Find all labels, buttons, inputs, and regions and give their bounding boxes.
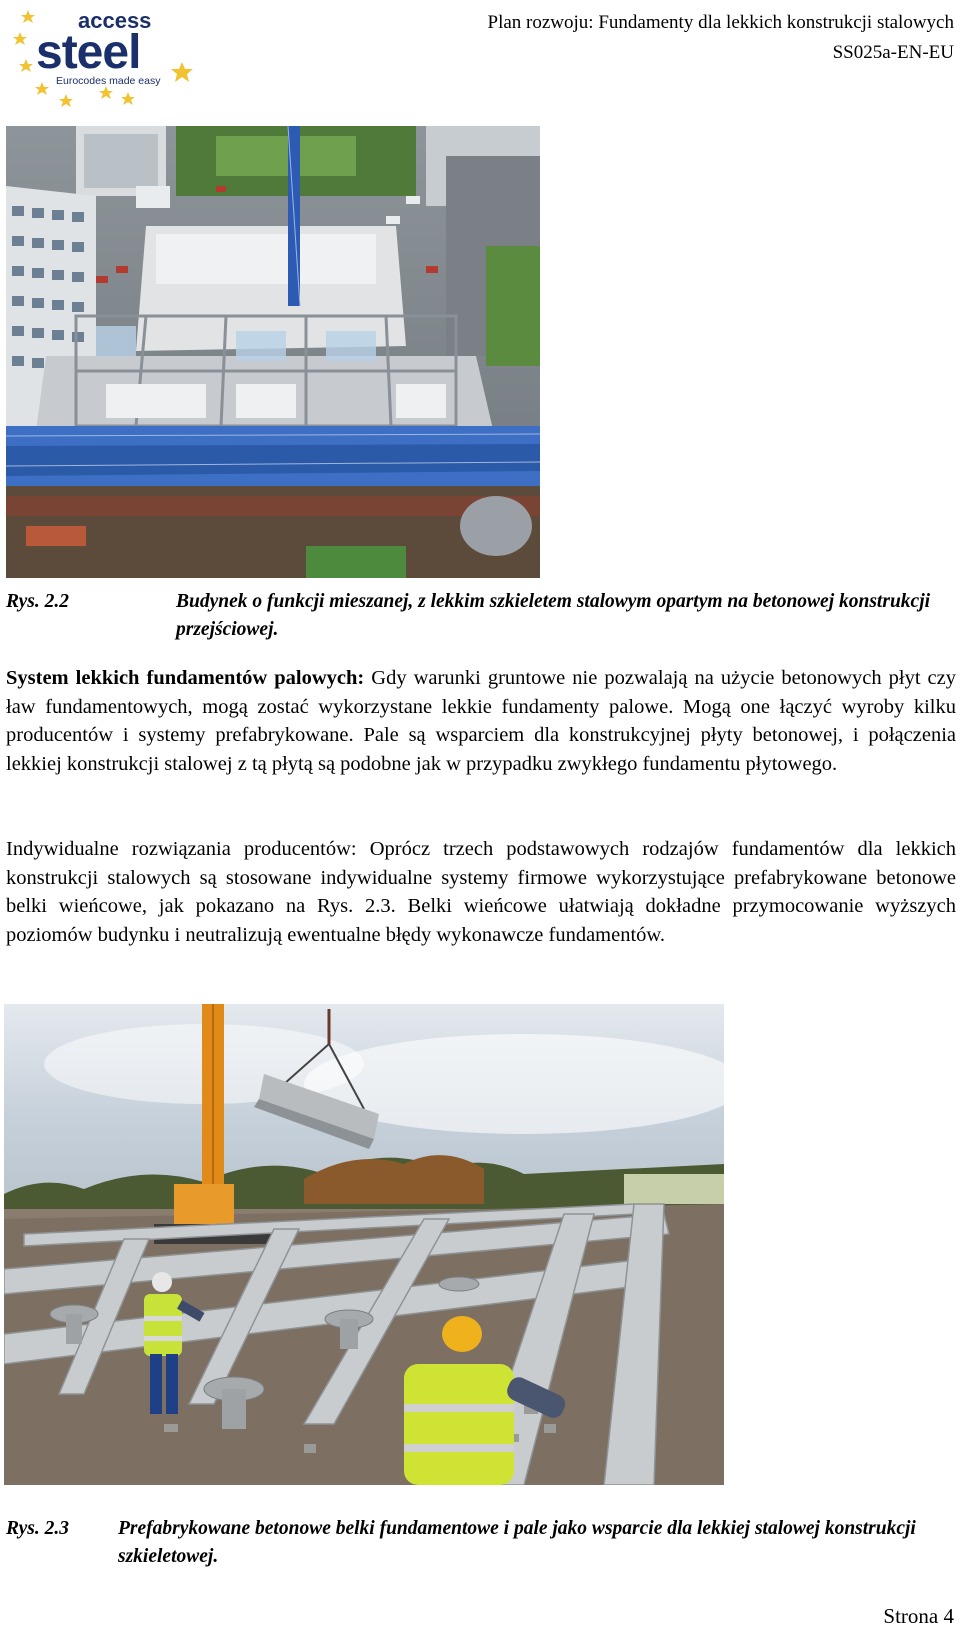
- paragraph-manufacturer-solutions: [6, 835, 956, 949]
- logo-brand-main: steel: [36, 26, 141, 79]
- logo-tagline: Eurocodes made easy: [56, 75, 161, 87]
- figure-number: Rys. 2.3: [6, 1518, 70, 1539]
- figure-2-3-photo: [4, 1004, 724, 1485]
- paragraph-body: Gdy warunki gruntowe nie pozwalają na użycie betonowych płyt czy ław fundamentowych, mogą zostać wykorzystane lekkie fundamenty palowe. Mogą one łączyć wyroby kilku producentów i systemy prefabrykowane. Pale są wsparciem dla konstrukcyjnej płyty betonowej, i połączenia lekkiej konstrukcji stalowej z tą płytą są podobne jak w przypadku zwykłego fundamentu płytowego.: [6, 667, 957, 775]
- access-steel-logo: [6, 4, 206, 108]
- figure-2-2-photo: [6, 126, 540, 578]
- document-title: Plan rozwoju: Fundamenty dla lekkich konstrukcji stalowych: [487, 12, 954, 33]
- page-header: [488, 8, 954, 68]
- logo-graphic: [6, 4, 206, 108]
- figure-caption-2-2: [6, 588, 956, 648]
- page-number: Strona 4: [883, 1604, 954, 1628]
- paragraph-pile-foundations: [6, 664, 956, 778]
- document-code: SS025a-EN-EU: [832, 42, 954, 63]
- logo-brand-top: access: [78, 8, 152, 33]
- paragraph-body: Indywidualne rozwiązania producentów: Oprócz trzech podstawowych rodzajów fundamentów dla lekkich konstrukcji stalowych są stosowane indywidualne systemy firmowe wykorzystujące prefabrykowane betonowe belki wieńcowe, jak pokazano na Rys. 2.3. Belki wieńcowe ułatwiają dokładne przymocowanie wyższych poziomów budynku i neutralizują ewentualne błędy wykonawcze fundamentów.: [6, 838, 956, 946]
- figure-caption-text: Budynek o funkcji mieszanej, z lekkim szkieletem stalowym opartym na betonowej konstrukcji przejściowej.: [176, 591, 931, 640]
- figure-caption-text: Prefabrykowane betonowe belki fundamentowe i pale jako wsparcie dla lekkiej stalowej konstrukcji szkieletowej.: [118, 1518, 916, 1567]
- figure-caption-2-3: [6, 1515, 956, 1575]
- paragraph-lead: System lekkich fundamentów palowych:: [6, 667, 365, 689]
- figure-number: Rys. 2.2: [6, 591, 70, 612]
